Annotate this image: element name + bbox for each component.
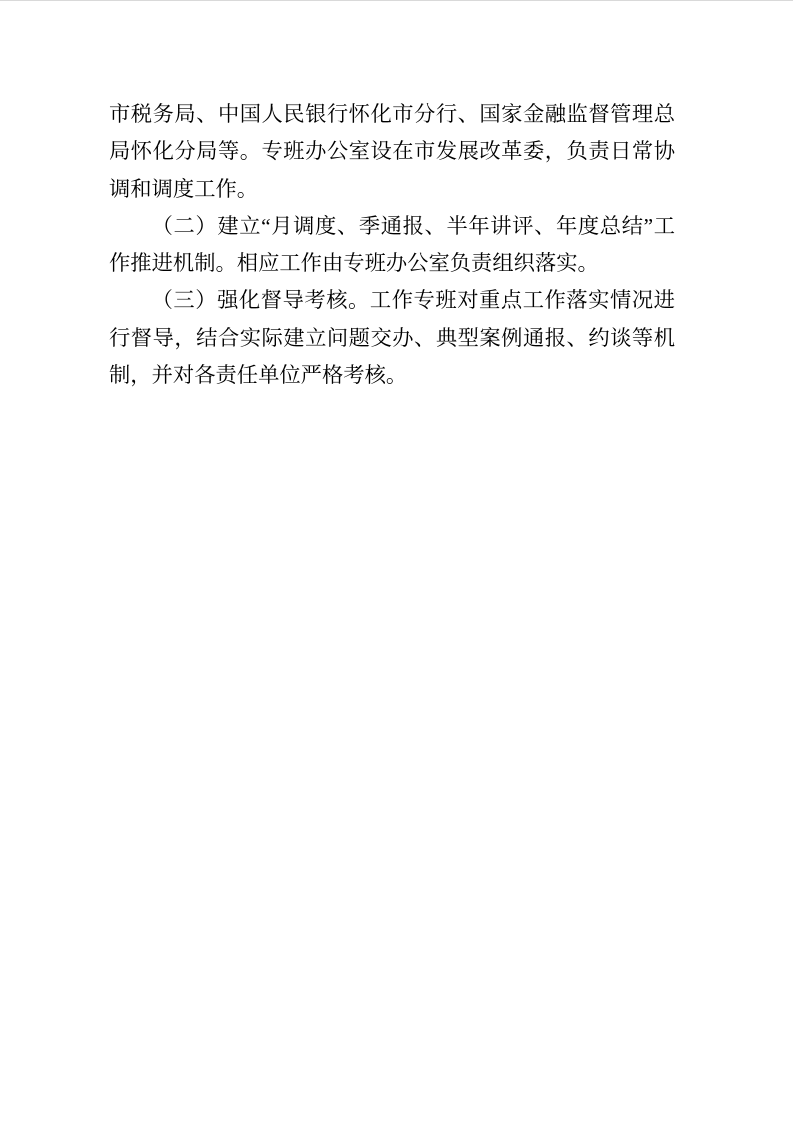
document-page xyxy=(0,1,675,394)
paragraph-continuation xyxy=(109,96,675,208)
paragraph-section-3 xyxy=(109,282,675,394)
section-3-body-text: 工作专班对重点工作落实情况进行督导，结合实际建立问题交办、典型案例通报、约谈等机制，并对各责任单位严格考核。 xyxy=(109,288,675,388)
section-3-heading-text: （三）强化督导考核。 xyxy=(151,288,370,313)
section-2-body-text: 工作推进机制。相应工作由专班办公室负责组织落实。 xyxy=(109,213,675,276)
paragraph-continuation-text: 市税务局、中国人民银行怀化市分行、国家金融监督管理总局怀化分局等。专班办公室设在市发展改革委，负责日常协调和调度工作。 xyxy=(109,102,675,201)
paragraph-section-2 xyxy=(109,208,675,283)
section-2-heading-text: （二）建立“月调度、季通报、半年讲评、年度总结” xyxy=(151,213,654,238)
